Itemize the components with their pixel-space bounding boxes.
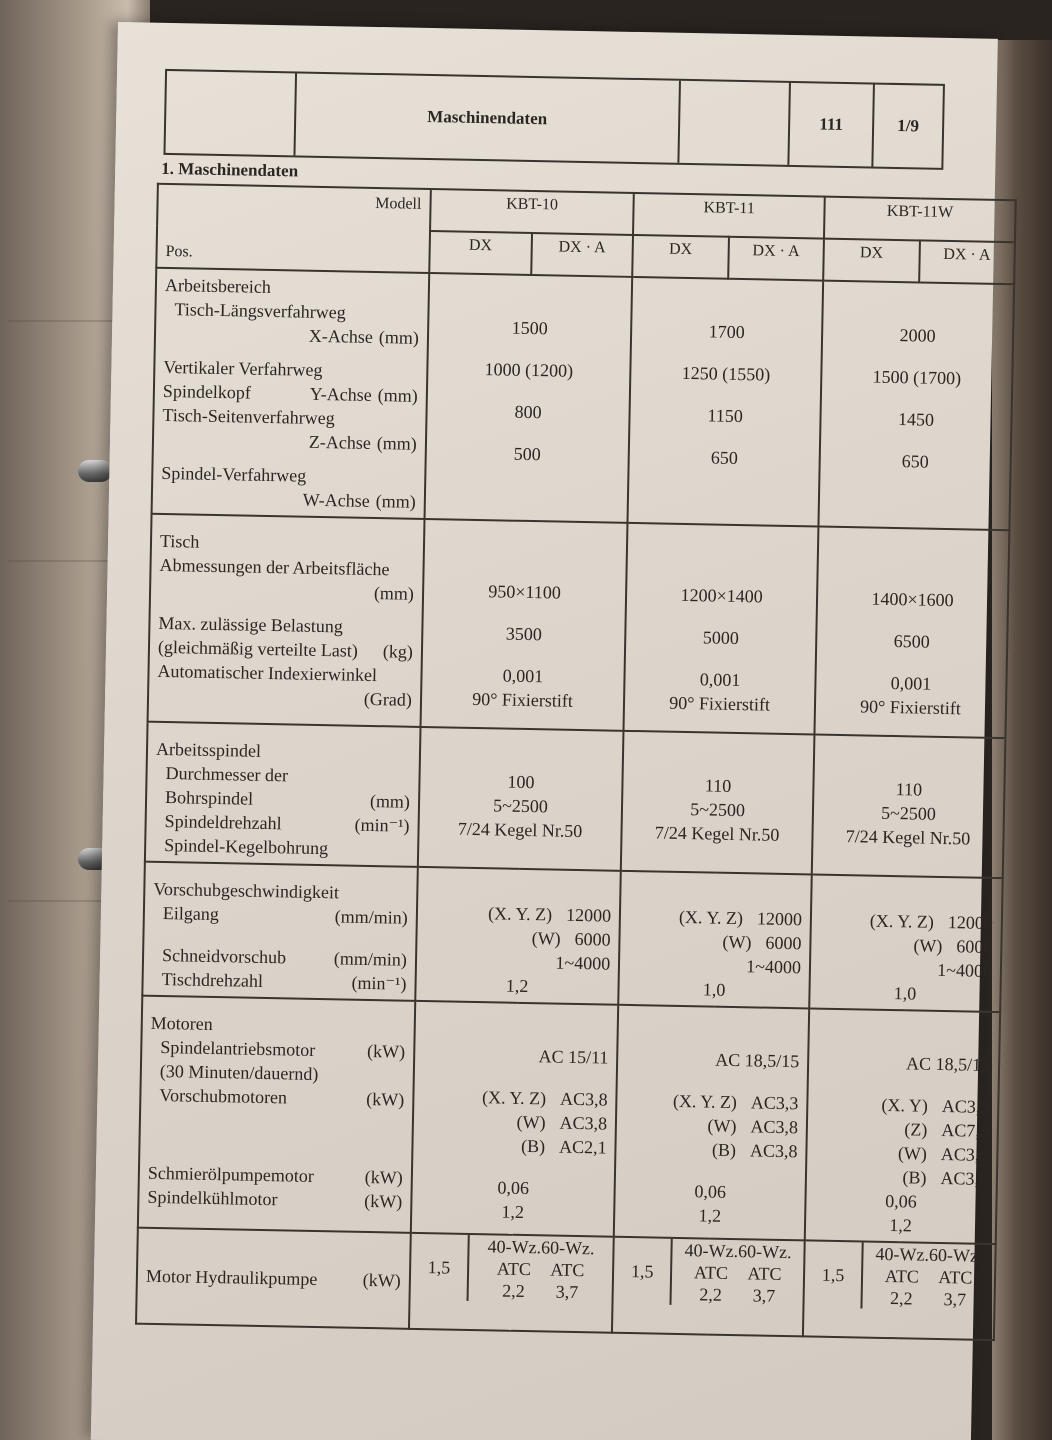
axis-xyz: (X. Y. Z) <box>678 906 744 929</box>
kbt11w-eilgang-xyz: 12000 <box>947 912 994 933</box>
unit: (kW) <box>366 1040 406 1062</box>
kbt11-kuehl: 1,2 <box>698 1205 722 1226</box>
unit: (mm/min) <box>334 906 408 928</box>
kbt11w-fixierstift: 90° Fixierstift <box>859 696 962 719</box>
last-label: Max. zulässige Belastung <box>158 612 344 637</box>
unit: (mm/min) <box>333 948 408 970</box>
kbt11-hydr-40: 2,2 <box>699 1284 722 1305</box>
index-label: Automatischer Indexierwinkel <box>157 660 378 686</box>
schneid-label: Schneidvorschub <box>161 945 287 968</box>
kbt10-hydraulik-dx: 1,5 <box>410 1234 469 1301</box>
atc-label: ATC <box>550 1259 585 1281</box>
kbt11w-dm: 110 <box>895 779 923 800</box>
header-box <box>163 69 945 170</box>
axis-w: (W) <box>722 931 752 953</box>
document-page <box>91 22 998 1440</box>
spec-table <box>135 183 1017 1341</box>
header-blank-cell <box>165 71 297 155</box>
kbt11-dm: 110 <box>704 775 732 796</box>
section-title: 1. Maschinendaten <box>161 158 299 181</box>
unit: (mm) <box>373 583 415 604</box>
model-kbt11: KBT-11 <box>633 193 825 239</box>
kbt11-x: 1700 <box>708 321 745 343</box>
drehzahl-label: Spindeldrehzahl <box>164 811 282 834</box>
pos-label: Pos. <box>165 242 193 261</box>
kbt11-tischdrehzahl: 1,0 <box>702 979 726 1000</box>
hydraulik-row <box>136 1228 996 1340</box>
variant-dx: DX <box>632 235 728 279</box>
motoren-heading: Motoren <box>150 1012 213 1035</box>
kbt11w-last: 6500 <box>893 631 930 652</box>
kbt10-index: 0,001 <box>502 665 544 687</box>
kbt10-last: 3500 <box>505 623 543 645</box>
y-label-2: Spindelkopf <box>162 380 252 403</box>
atc-label: ATC <box>496 1258 532 1280</box>
kbt10-z: 800 <box>514 401 542 423</box>
kbt11-schneid: 1~4000 <box>746 956 802 978</box>
dm-label-2: Bohrspindel <box>164 787 254 809</box>
kbt10-flaeche: 950×1100 <box>488 581 562 603</box>
kbt11-y: 1250 (1550) <box>681 362 771 385</box>
flaeche-label: Abmessungen der Arbeitsfläche <box>159 554 390 580</box>
atc-label: ATC <box>747 1263 782 1284</box>
unit: (kW) <box>364 1190 403 1212</box>
axis: (X. Y. Z) <box>672 1090 738 1113</box>
axis: (X. Y. Z) <box>481 1087 547 1109</box>
kbt11w-motor: AC3,8 <box>940 1144 989 1165</box>
kbt11w-y: 1500 (1700) <box>872 366 962 389</box>
unit: (kg) <box>382 641 413 662</box>
variant-dxa: DX · A <box>531 233 633 277</box>
kbt10-motor: AC3,8 <box>559 1112 608 1134</box>
kbt10-y: 1000 (1200) <box>484 359 574 381</box>
axis: (B) <box>711 1139 737 1161</box>
axis-xyz: (X. Y. Z) <box>869 910 935 932</box>
axis: (B) <box>520 1135 546 1157</box>
kegel-label: Spindel-Kegelbohrung <box>164 835 329 859</box>
kbt11-hydraulik-dx: 1,5 <box>614 1238 673 1305</box>
axis: (W) <box>516 1111 546 1133</box>
kbt11w-drehzahl: 5~2500 <box>880 802 937 824</box>
atc60-label: 60-Wz. <box>540 1237 595 1259</box>
tisch-heading: Tisch <box>159 530 200 552</box>
kbt10-fixierstift: 90° Fixierstift <box>472 688 574 711</box>
kbt10-tischdrehzahl: 1,2 <box>505 975 529 997</box>
axis-w: (W) <box>531 928 561 949</box>
kbt10-hydr-60: 3,7 <box>555 1281 579 1303</box>
kbt10-eilgang-w: 6000 <box>574 928 611 950</box>
kbt11w-kegel: 7/24 Kegel Nr.50 <box>845 826 971 849</box>
model-kbt10: KBT-10 <box>430 189 634 235</box>
unit: (mm) <box>377 385 418 406</box>
kuehl-label: Spindelkühlmotor <box>147 1186 278 1210</box>
kbt10-eilgang-xyz: 12000 <box>565 904 612 926</box>
unit: (min⁻¹) <box>354 814 410 836</box>
kbt11w-w: 650 <box>901 451 929 472</box>
y-label: Vertikaler Verfahrweg <box>163 356 323 380</box>
kbt10-schneid: 1~4000 <box>555 952 611 974</box>
kbt11-flaeche: 1200×1400 <box>680 584 763 607</box>
kbt10-motor: AC2,1 <box>558 1136 607 1158</box>
kbt11-motor: AC3,3 <box>750 1092 799 1114</box>
tisch-drehzahl-label: Tischdrehzahl <box>161 969 264 991</box>
atc40-label: 40-Wz. <box>487 1236 542 1258</box>
header-title: Maschinendaten <box>295 73 681 162</box>
kbt11-last: 5000 <box>702 627 740 649</box>
kbt10-kegel: 7/24 Kegel Nr.50 <box>457 818 583 842</box>
kbt11w-schneid: 1~4000 <box>937 959 993 981</box>
kbt11w-tischdrehzahl: 1,0 <box>893 983 917 1004</box>
kbt10-motor: AC3,8 <box>559 1088 608 1110</box>
kbt10-kuehl: 1,2 <box>501 1201 525 1223</box>
schmier-label: Schmierölpumpemotor <box>147 1162 315 1186</box>
unit: (mm) <box>378 327 420 348</box>
atc-label: ATC <box>938 1266 973 1288</box>
kbt10-hydr-40: 2,2 <box>502 1280 525 1302</box>
header-page-number: 1/9 <box>897 115 920 136</box>
variant-dx: DX <box>429 231 531 275</box>
model-kbt11w: KBT-11W <box>824 197 1016 243</box>
x-axis-label: X-Achse <box>308 325 374 347</box>
unit: (mm) <box>369 790 411 812</box>
unit: (mm) <box>375 491 416 512</box>
kbt11w-motor: AC3,8 <box>940 1168 989 1189</box>
kbt11w-flaeche: 1400×1600 <box>871 588 954 611</box>
kbt10-spindelmotor: AC 15/11 <box>538 1046 609 1068</box>
axis-xyz: (X. Y. Z) <box>487 903 553 925</box>
unit: (kW) <box>364 1166 403 1188</box>
kbt11w-spindelmotor: AC 18,5/15 <box>905 1053 991 1075</box>
axis-w: (W) <box>913 935 943 956</box>
atc40-label: 40-Wz. <box>875 1243 930 1265</box>
kbt11w-x: 2000 <box>899 325 936 346</box>
kbt10-w: 500 <box>513 443 541 465</box>
kbt11w-z: 1450 <box>897 409 935 430</box>
arbeitsbereich-row <box>152 268 1015 530</box>
kbt11-eilgang-xyz: 12000 <box>756 908 803 930</box>
axis: (X. Y) <box>881 1094 929 1116</box>
vorschub-row <box>142 862 1002 1012</box>
kbt11-hydr-60: 3,7 <box>752 1285 776 1306</box>
atc60-label: 60-Wz. <box>737 1241 792 1263</box>
kbt11-z: 1150 <box>707 405 744 427</box>
atc60-label: 60-Wz. <box>928 1244 983 1266</box>
variant-dx: DX <box>823 239 919 283</box>
kbt11-spindelmotor: AC 18,5/15 <box>715 1049 800 1072</box>
y-axis-label: Y-Achse <box>309 383 372 405</box>
tisch-row <box>148 514 1010 738</box>
unit: (Grad) <box>363 688 413 710</box>
spindel-heading: Arbeitsspindel <box>155 738 262 761</box>
spindelmotor-label-2: (30 Minuten/dauernd) <box>159 1060 319 1085</box>
last-label-2: (gleichmäßig verteilte Last) <box>157 636 359 661</box>
kbt11-eilgang-w: 6000 <box>765 932 802 954</box>
axis: (W) <box>897 1143 928 1164</box>
vorschubmotoren-label: Vorschubmotoren <box>159 1084 288 1108</box>
spindel-row <box>145 722 1006 878</box>
binder-ring <box>78 460 112 482</box>
variant-dxa: DX · A <box>728 237 824 281</box>
kbt10-x: 1500 <box>511 317 548 339</box>
kbt10-schmier: 0,06 <box>497 1177 530 1199</box>
vorschub-heading: Vorschubgeschwindigkeit <box>153 878 340 903</box>
kbt11-kegel: 7/24 Kegel Nr.50 <box>654 822 780 845</box>
eilgang-label: Eilgang <box>162 903 220 925</box>
kbt11w-index: 0,001 <box>890 672 932 694</box>
unit: (mm) <box>376 433 417 454</box>
kbt11w-motor: AC3,3 <box>941 1096 990 1117</box>
unit: (kW) <box>366 1088 405 1110</box>
kbt11w-hydr-40: 2,2 <box>889 1288 913 1309</box>
w-label: Spindel-Verfahrweg <box>161 462 307 486</box>
header-blank-cell <box>679 81 791 165</box>
w-axis-label: W-Achse <box>302 489 370 511</box>
kbt11w-eilgang-w: 6000 <box>956 936 993 957</box>
z-label: Tisch-Seitenverfahrweg <box>162 404 335 429</box>
unit: (min⁻¹) <box>351 972 407 994</box>
kbt11-drehzahl: 5~2500 <box>690 799 746 821</box>
kbt11w-kuehl: 1,2 <box>889 1215 913 1236</box>
axis: (W) <box>707 1115 737 1137</box>
atc40-label: 40-Wz. <box>684 1240 739 1262</box>
kbt10-dm: 100 <box>507 771 535 793</box>
model-label: Modell <box>375 194 422 213</box>
kbt11-fixierstift: 90° Fixierstift <box>669 692 771 715</box>
axis: (B) <box>902 1167 927 1188</box>
dm-label: Durchmesser der <box>165 763 289 786</box>
unit: (kW) <box>362 1269 401 1291</box>
atc-label: ATC <box>693 1262 729 1283</box>
kbt11w-motor: AC7,3 <box>941 1120 990 1141</box>
hydraulik-label: Motor Hydraulikpumpe <box>145 1265 318 1290</box>
arbeitsbereich-heading: Arbeitsbereich <box>164 274 272 297</box>
kbt11w-hydraulik-dx: 1,5 <box>805 1241 864 1308</box>
kbt11-motor: AC3,8 <box>750 1116 799 1138</box>
kbt11w-hydr-60: 3,7 <box>943 1289 967 1310</box>
kbt11-w: 650 <box>710 447 739 468</box>
kbt11-motor: AC3,8 <box>749 1140 798 1162</box>
spindelmotor-label: Spindelantriebsmotor <box>160 1037 316 1060</box>
variant-dxa: DX · A <box>919 240 1015 284</box>
axis: (Z) <box>904 1119 928 1140</box>
atc-label: ATC <box>884 1265 920 1287</box>
kbt10-drehzahl: 5~2500 <box>492 795 549 817</box>
x-label: Tisch-Längsverfahrweg <box>174 299 346 323</box>
kbt11w-schmier: 0,06 <box>885 1190 917 1212</box>
header-section-number: 111 <box>789 83 875 167</box>
motoren-row <box>138 996 1000 1244</box>
kbt11-index: 0,001 <box>699 669 741 691</box>
kbt11-schmier: 0,06 <box>694 1181 727 1202</box>
z-axis-label: Z-Achse <box>308 431 372 453</box>
